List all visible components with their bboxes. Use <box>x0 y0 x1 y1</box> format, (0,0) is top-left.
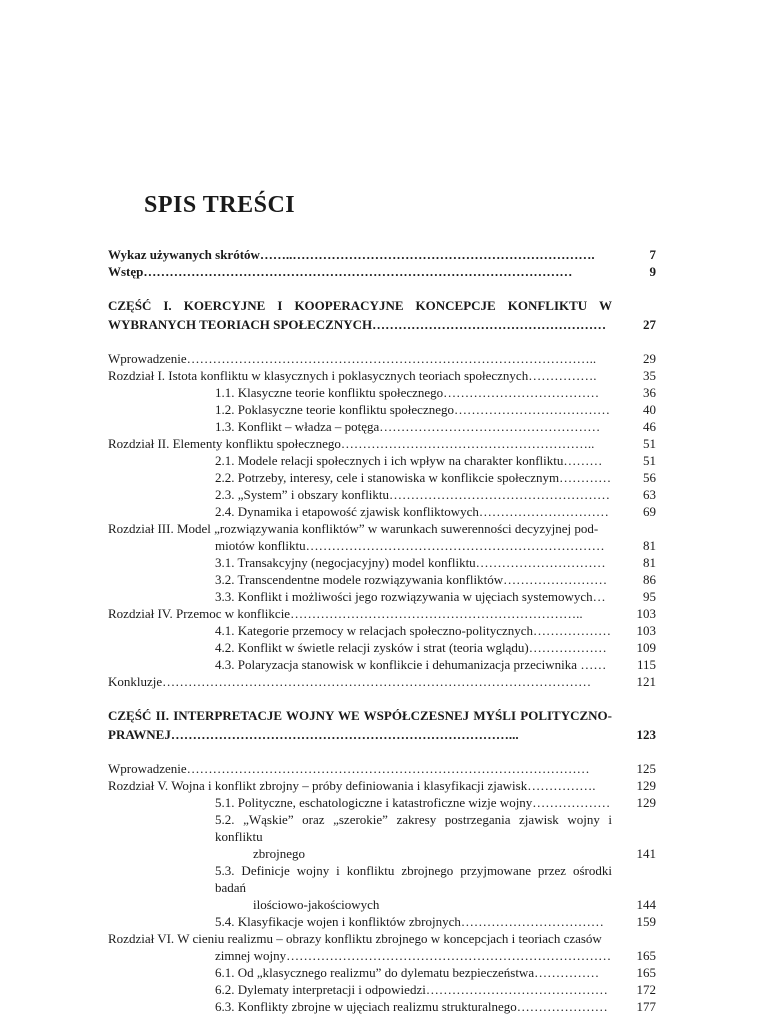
toc-entry-title <box>108 930 656 964</box>
page-number: 129 <box>636 795 656 810</box>
page-number: 7 <box>649 247 656 262</box>
toc-entry[interactable] <box>108 350 656 367</box>
toc-entry[interactable] <box>108 435 656 452</box>
page-number: 129 <box>636 778 656 793</box>
toc-entry[interactable] <box>108 913 656 930</box>
page-number: 51 <box>643 453 656 468</box>
section-spacer <box>108 744 656 760</box>
toc-entry-title: Rozdział II. Elementy konfliktu społecznego………………………………………………….. <box>108 436 595 451</box>
page-number: 115 <box>636 657 656 672</box>
toc-entry[interactable] <box>108 452 656 469</box>
toc-entry-title: 4.1. Kategorie przemocy w relacjach społeczno-politycznych……………… <box>215 623 611 638</box>
toc-entry-title: 6.1. Od „klasycznego realizmu” do dylematu bezpieczeństwa…………… <box>215 965 600 980</box>
toc-entry-title-line: Rozdział VI. W cieniu realizmu – obrazy konfliktu zbrojnego w koncepcjach i teoriach czasów <box>108 931 602 946</box>
toc-entry-title: 5.4. Klasyfikacje wojen i konfliktów zbrojnych…………………………… <box>215 914 604 929</box>
page-number: 51 <box>643 436 656 451</box>
page-number: 36 <box>643 385 656 400</box>
toc-entry-title: Rozdział IV. Przemoc w konflikcie………………………………………………………….. <box>108 606 583 621</box>
toc-entry[interactable] <box>108 263 656 280</box>
toc-entry-title: 4.3. Polaryzacja stanowisk w konflikcie i dehumanizacja przeciwnika …… <box>215 657 607 672</box>
toc-entry[interactable] <box>108 588 656 605</box>
page-number: 9 <box>649 264 656 279</box>
toc-entry-title: Wprowadzenie………………………………………………………………………………….. <box>108 351 597 366</box>
toc-entry-title: 4.2. Konflikt w świetle relacji zysków i strat (teoria wglądu)……………… <box>215 640 607 655</box>
page-number: 103 <box>636 606 656 621</box>
toc-entry[interactable] <box>108 706 656 744</box>
page-number: 56 <box>643 470 656 485</box>
section-spacer <box>108 280 656 296</box>
toc-entry[interactable] <box>108 503 656 520</box>
toc-entry-title: Wstęp……………………………………………………………………………………… <box>108 264 573 279</box>
toc-entry[interactable] <box>108 520 656 554</box>
toc-entry[interactable] <box>108 554 656 571</box>
page-number: 121 <box>636 674 656 689</box>
toc-entry-title: 3.2. Transcendentne modele rozwiązywania konfliktów…………………… <box>215 572 608 587</box>
toc-entry-title: Rozdział I. Istota konfliktu w klasycznych i poklasycznych teoriach społecznych……………. <box>108 368 597 383</box>
toc-entry[interactable] <box>108 401 656 418</box>
toc-entry[interactable] <box>108 367 656 384</box>
page-number: 95 <box>643 589 656 604</box>
toc-entry[interactable] <box>108 469 656 486</box>
toc-entry[interactable] <box>108 639 656 656</box>
toc-entry-title: 1.2. Poklasyczne teorie konfliktu społecznego……………………………… <box>215 402 610 417</box>
section-spacer <box>108 690 656 706</box>
toc-entry[interactable] <box>108 296 656 334</box>
toc-entry-title-line: 5.2. „Wąskie” oraz „szerokie” zakresy postrzegania zjawisk wojny i konfliktu <box>215 812 612 844</box>
toc-entry-title: CZĘŚĆ I. KOERCYJNE I KOOPERACYJNE KONCEPCJE KONFLIKTU W WYBRANYCH TEORIACH SPOŁECZNYCH……………………………………………… <box>108 298 612 332</box>
toc-entry[interactable] <box>108 998 656 1015</box>
page-number: 103 <box>636 623 656 638</box>
page-number: 159 <box>636 914 656 929</box>
toc-entry[interactable] <box>108 656 656 673</box>
page-number: 109 <box>636 640 656 655</box>
toc-entry-title: Konkluzje……………………………………………………………………………………… <box>108 674 592 689</box>
section-spacer <box>108 334 656 350</box>
page-number: 35 <box>643 368 656 383</box>
toc-entry-title: 5.1. Polityczne, eschatologiczne i katastroficzne wizje wojny……………… <box>215 795 611 810</box>
page-number: 125 <box>636 761 656 776</box>
page-number: 177 <box>636 999 656 1014</box>
toc-entry[interactable] <box>108 760 656 777</box>
toc-entry-title: 3.3. Konflikt i możliwości jego rozwiązywania w ujęciach systemowych… <box>215 589 606 604</box>
toc-entry-title: 3.1. Transakcyjny (negocjacyjny) model konfliktu………………………… <box>215 555 606 570</box>
toc-entry[interactable] <box>108 571 656 588</box>
toc-entry[interactable] <box>108 622 656 639</box>
toc-entry-title: 2.4. Dynamika i etapowość zjawisk konfliktowych………………………… <box>215 504 609 519</box>
toc-entry-title: 6.2. Dylematy interpretacji i odpowiedzi…………………………………… <box>215 982 608 997</box>
page-number: 40 <box>643 402 656 417</box>
toc-entry-title-line: Rozdział III. Model „rozwiązywania konfliktów” w warunkach suwerenności decyzyjnej pod- <box>108 521 599 536</box>
page-number: 46 <box>643 419 656 434</box>
toc-entry[interactable] <box>108 794 656 811</box>
toc-entry-title: 1.1. Klasyczne teorie konfliktu społecznego……………………………… <box>215 385 600 400</box>
page-number: 27 <box>643 317 656 332</box>
toc-entry-title: 2.2. Potrzeby, interesy, cele i stanowiska w konflikcie społecznym………… <box>215 470 612 485</box>
toc-entry[interactable] <box>108 486 656 503</box>
page-number: 81 <box>643 538 656 553</box>
toc-entry-title-continuation: zbrojnego <box>253 846 305 861</box>
toc-entry-title: CZĘŚĆ II. INTERPRETACJE WOJNY WE WSPÓŁCZESNEJ MYŚLI POLITYCZNO-PRAWNEJ……………………………………………………………………... <box>108 708 612 742</box>
toc-entry-title <box>108 862 656 913</box>
page-number: 63 <box>643 487 656 502</box>
page-number: 144 <box>636 897 656 912</box>
toc-entry-title-line: 5.3. Definicje wojny i konfliktu zbrojnego przyjmowane przez ośrodki badań <box>215 863 612 895</box>
toc-entry-title: 6.3. Konflikty zbrojne w ujęciach realizmu strukturalnego………………… <box>215 999 608 1014</box>
toc-entry[interactable] <box>108 777 656 794</box>
page-number: 165 <box>636 948 656 963</box>
toc-entry[interactable] <box>108 673 656 690</box>
toc-entry[interactable] <box>108 964 656 981</box>
table-of-contents <box>108 246 656 1015</box>
toc-entry-title: Rozdział V. Wojna i konflikt zbrojny – próby definiowania i klasyfikacji zjawisk……………. <box>108 778 596 793</box>
toc-entry-title-continuation: ilościowo-jakościowych <box>253 897 380 912</box>
toc-entry[interactable] <box>108 605 656 622</box>
page-number: 29 <box>643 351 656 366</box>
toc-entry-title <box>108 520 656 554</box>
toc-entry-title: 1.3. Konflikt – władza – potęga…………………………………………… <box>215 419 601 434</box>
page-title: SPIS TREŚCI <box>144 192 296 218</box>
page-number: 141 <box>636 846 656 861</box>
toc-entry-title-continuation: miotów konfliktu…………………………………………………………… <box>215 538 605 553</box>
page-number: 86 <box>643 572 656 587</box>
toc-entry[interactable] <box>108 930 656 964</box>
toc-entry-title: 2.1. Modele relacji społecznych i ich wpływ na charakter konfliktu……… <box>215 453 603 468</box>
toc-entry[interactable] <box>108 246 656 263</box>
toc-entry-title: Wprowadzenie………………………………………………………………………………… <box>108 761 590 776</box>
toc-entry[interactable] <box>108 418 656 435</box>
toc-entry-title: Wykaz używanych skrótów……..……………………………………………………………. <box>108 247 595 262</box>
toc-entry-title-continuation: zimnej wojny………………………………………………………………… <box>215 948 612 963</box>
page-number: 172 <box>636 982 656 997</box>
toc-entry[interactable] <box>108 981 656 998</box>
toc-entry[interactable] <box>108 862 656 913</box>
page-number: 165 <box>636 965 656 980</box>
toc-entry-title <box>108 811 656 862</box>
toc-entry[interactable] <box>108 384 656 401</box>
toc-entry-title: 2.3. „System” i obszary konfliktu…………………………………………… <box>215 487 611 502</box>
page-number: 123 <box>636 727 656 742</box>
page-number: 69 <box>643 504 656 519</box>
toc-entry[interactable] <box>108 811 656 862</box>
page-number: 81 <box>643 555 656 570</box>
